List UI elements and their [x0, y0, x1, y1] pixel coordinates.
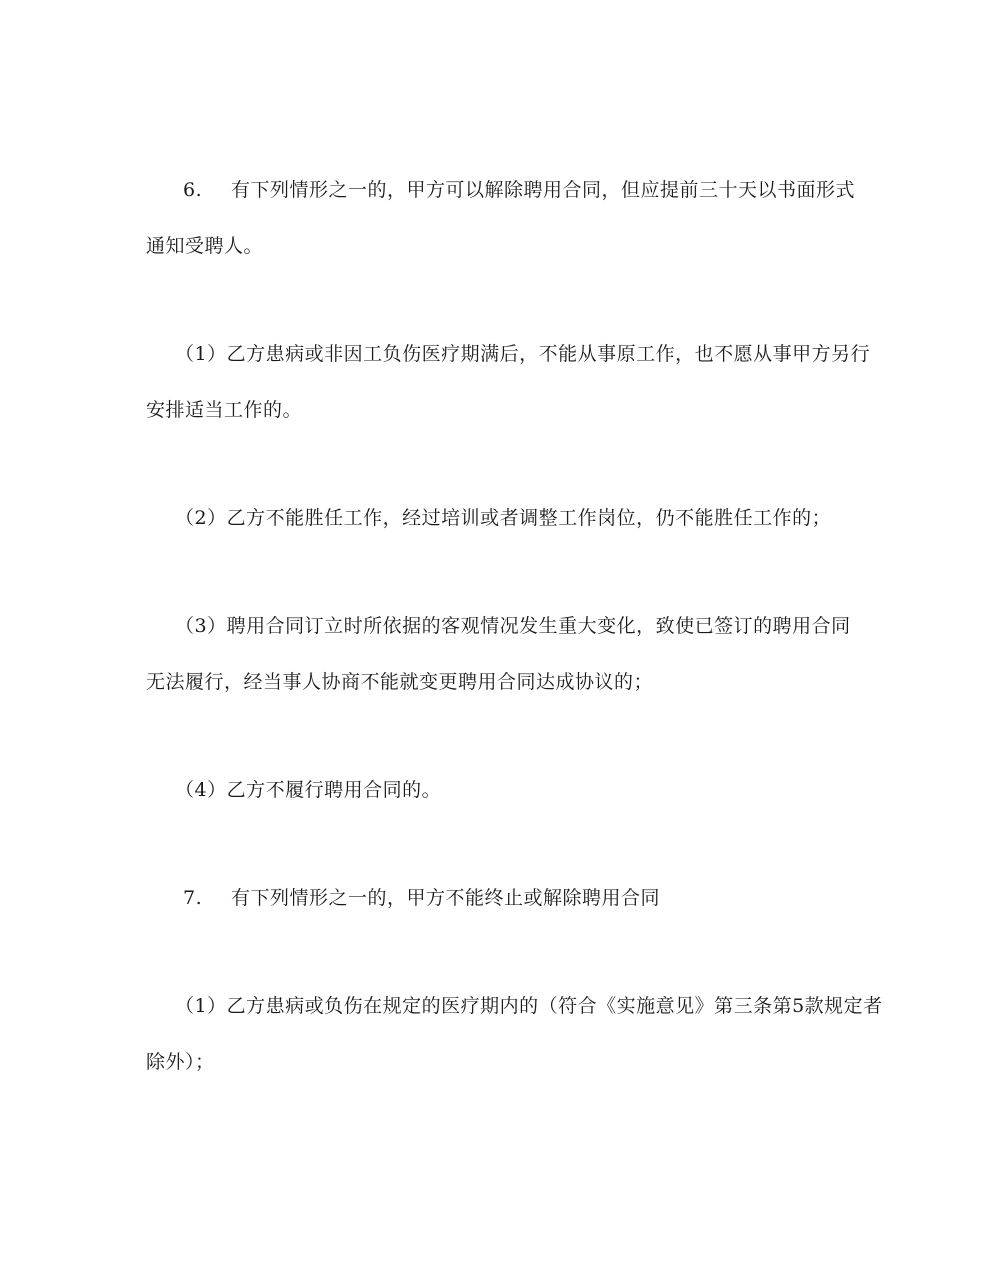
clause-6-text: 有下列情形之一的，甲方可以解除聘用合同，但应提前三十天以书面形式 [231, 179, 856, 201]
clause-7-number: 7. [183, 887, 203, 909]
clause-6-line-2: 通知受聘人。 [146, 235, 264, 257]
clause-6-line-1 [183, 178, 855, 202]
clause-6-item-2-line-1: （2）乙方不能胜任工作，经过培训或者调整工作岗位，仍不能胜任工作的； [175, 507, 832, 529]
clause-7-item-1-line-1: （1）乙方患病或负伤在规定的医疗期内的（符合《实施意见》第三条第5款规定者 [175, 995, 883, 1017]
clause-6-item-3-line-1: （3）聘用合同订立时所依据的客观情况发生重大变化，致使已签订的聘用合同 [175, 615, 851, 637]
clause-6-item-4-line-1: （4）乙方不履行聘用合同的。 [175, 779, 442, 801]
clause-6-item-1-line-1: （1）乙方患病或非因工负伤医疗期满后，不能从事原工作，也不愿从事甲方另行 [175, 343, 871, 365]
clause-7-text: 有下列情形之一的，甲方不能终止或解除聘用合同 [231, 887, 661, 909]
clause-6-number: 6. [183, 179, 203, 201]
clause-6-item-1-line-2: 安排适当工作的。 [146, 399, 303, 421]
clause-6-item-3-line-2: 无法履行，经当事人协商不能就变更聘用合同达成协议的； [146, 671, 654, 693]
clause-7-line-1 [183, 886, 660, 910]
clause-7-item-1-line-2: 除外）； [146, 1051, 215, 1073]
